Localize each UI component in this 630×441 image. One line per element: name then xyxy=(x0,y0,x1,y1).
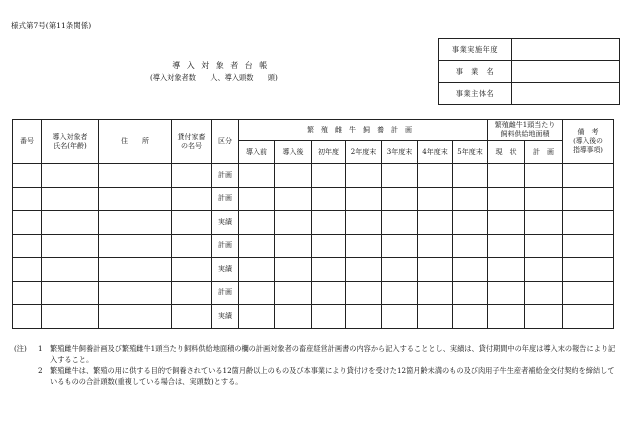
table-cell[interactable] xyxy=(312,211,346,235)
table-cell[interactable] xyxy=(172,258,212,282)
header-name-line1: 導入対象者 xyxy=(52,132,88,141)
header-plan-before: 導入前 xyxy=(239,141,275,164)
table-cell[interactable] xyxy=(382,305,418,329)
header-plan-year2: 2年度末 xyxy=(346,141,382,164)
header-plan-year1: 初年度 xyxy=(312,141,346,164)
table-row xyxy=(13,234,614,258)
table-cell[interactable] xyxy=(13,187,42,211)
table-cell[interactable] xyxy=(13,211,42,235)
table-cell[interactable] xyxy=(563,234,614,258)
table-cell[interactable] xyxy=(418,305,453,329)
table-cell[interactable] xyxy=(239,281,275,305)
header-category: 区分 xyxy=(212,120,239,164)
table-cell[interactable] xyxy=(488,258,525,282)
table-cell[interactable] xyxy=(563,281,614,305)
header-feed-area xyxy=(488,120,563,141)
info-value-fiscal-year[interactable] xyxy=(512,39,620,61)
table-cell[interactable] xyxy=(453,211,488,235)
table-cell[interactable] xyxy=(42,234,99,258)
table-cell[interactable] xyxy=(382,187,418,211)
table-row xyxy=(13,164,614,188)
table-cell[interactable] xyxy=(42,211,99,235)
table-cell[interactable] xyxy=(418,234,453,258)
table-cell[interactable] xyxy=(346,281,382,305)
table-cell[interactable] xyxy=(382,164,418,188)
table-cell[interactable] xyxy=(99,281,172,305)
table-cell[interactable] xyxy=(525,187,563,211)
table-cell[interactable] xyxy=(239,164,275,188)
table-cell[interactable] xyxy=(453,234,488,258)
header-feed-area-line1: 繁殖雌牛1頭当たり xyxy=(494,121,556,130)
table-cell[interactable] xyxy=(275,234,312,258)
table-cell[interactable] xyxy=(488,305,525,329)
table-cell[interactable] xyxy=(312,258,346,282)
note-number-1: 1 xyxy=(38,344,43,353)
row-category: 実績 xyxy=(212,258,239,282)
table-cell[interactable] xyxy=(172,211,212,235)
table-cell[interactable] xyxy=(346,258,382,282)
table-cell[interactable] xyxy=(13,164,42,188)
table-cell[interactable] xyxy=(525,281,563,305)
note-item-2 xyxy=(14,365,620,387)
note-text-2: 繁殖雌牛は、繁殖の用に供する目的で飼養されている12箇月齢以上のもの及び本事業により貸付けを受けた12箇月齢未満のもの及び肉用子牛生産者補給金交付契約を締結しているものの合計頭数(重複している場合は、実頭数)とする。 xyxy=(50,366,615,387)
table-cell[interactable] xyxy=(418,258,453,282)
table-cell[interactable] xyxy=(312,305,346,329)
table-cell[interactable] xyxy=(488,187,525,211)
table-cell[interactable] xyxy=(346,234,382,258)
table-cell[interactable] xyxy=(382,234,418,258)
notes-label-spacer xyxy=(14,365,38,387)
row-category: 計画 xyxy=(212,187,239,211)
table-cell[interactable] xyxy=(42,281,99,305)
table-cell[interactable] xyxy=(382,211,418,235)
header-lender-line2: の名号 xyxy=(181,141,202,150)
table-cell[interactable] xyxy=(453,258,488,282)
note-text-1: 繁殖雌牛飼養計画及び繁殖雌牛1頭当たり飼料供給地面積の欄の計画対象者の畜産経営計画書の内容から記入することとし、実績は、貸付期間中の年度は導入末の報告により記入すること。 xyxy=(50,344,616,365)
table-cell[interactable] xyxy=(239,258,275,282)
header-remarks-note-line2: 指導事項) xyxy=(573,145,603,154)
header-feed-current: 現 状 xyxy=(488,141,525,164)
note-number-2: 2 xyxy=(38,366,43,376)
table-row xyxy=(13,258,614,282)
table-cell[interactable] xyxy=(239,234,275,258)
table-cell[interactable] xyxy=(488,234,525,258)
table-cell[interactable] xyxy=(99,305,172,329)
table-cell[interactable] xyxy=(172,164,212,188)
form-number: 様式第7号(第11条関係) xyxy=(11,21,92,30)
row-category: 計画 xyxy=(212,164,239,188)
table-cell[interactable] xyxy=(239,211,275,235)
table-cell[interactable] xyxy=(453,164,488,188)
table-cell[interactable] xyxy=(488,164,525,188)
table-cell[interactable] xyxy=(239,187,275,211)
table-cell[interactable] xyxy=(172,305,212,329)
data-rows xyxy=(13,164,614,329)
table-cell[interactable] xyxy=(42,187,99,211)
info-label-project-name: 事 業 名 xyxy=(439,61,512,83)
header-lender xyxy=(172,120,212,164)
table-cell[interactable] xyxy=(275,211,312,235)
table-cell[interactable] xyxy=(275,281,312,305)
table-cell[interactable] xyxy=(382,258,418,282)
table-cell[interactable] xyxy=(99,234,172,258)
page-title: 導入対象者台帳 xyxy=(172,61,274,70)
table-cell[interactable] xyxy=(525,211,563,235)
table-cell[interactable] xyxy=(172,281,212,305)
table-cell[interactable] xyxy=(418,187,453,211)
table-cell[interactable] xyxy=(42,258,99,282)
table-cell[interactable] xyxy=(275,305,312,329)
table-cell[interactable] xyxy=(418,164,453,188)
header-plan-year5: 5年度末 xyxy=(453,141,488,164)
info-value-operator-name[interactable] xyxy=(512,83,620,105)
note-item-1 xyxy=(14,343,620,365)
table-cell[interactable] xyxy=(312,281,346,305)
table-cell[interactable] xyxy=(525,164,563,188)
header-remarks-note-line1: (導入後の xyxy=(573,137,603,146)
table-cell[interactable] xyxy=(99,187,172,211)
page-subtitle: (導入対象者数 人、導入頭数 頭) xyxy=(150,73,278,82)
notes-label: (注) xyxy=(14,344,27,353)
table-cell[interactable] xyxy=(312,234,346,258)
table-cell[interactable] xyxy=(312,164,346,188)
info-box xyxy=(438,38,620,105)
header-feed-area-line2: 飼料供給地面積 xyxy=(500,130,550,138)
table-cell[interactable] xyxy=(525,258,563,282)
header-remarks xyxy=(563,120,614,164)
table-cell[interactable] xyxy=(99,164,172,188)
table-cell[interactable] xyxy=(418,281,453,305)
table-cell[interactable] xyxy=(42,164,99,188)
header-plan-year4: 4年度末 xyxy=(418,141,453,164)
table-cell[interactable] xyxy=(346,211,382,235)
table-cell[interactable] xyxy=(453,187,488,211)
info-label-operator-name: 事業主体名 xyxy=(439,83,512,105)
table-row xyxy=(13,281,614,305)
table-cell[interactable] xyxy=(563,164,614,188)
info-value-project-name[interactable] xyxy=(512,61,620,83)
header-name xyxy=(42,120,99,164)
ledger-table xyxy=(12,119,614,329)
table-cell[interactable] xyxy=(453,281,488,305)
header-remarks-title: 備 考 xyxy=(577,128,599,137)
header-plan-year3: 3年度末 xyxy=(382,141,418,164)
table-cell[interactable] xyxy=(563,187,614,211)
table-cell[interactable] xyxy=(488,281,525,305)
table-cell[interactable] xyxy=(563,211,614,235)
table-cell[interactable] xyxy=(172,187,212,211)
table-cell[interactable] xyxy=(488,211,525,235)
row-category: 実績 xyxy=(212,305,239,329)
header-feed-plan: 計 画 xyxy=(525,141,563,164)
table-cell[interactable] xyxy=(525,234,563,258)
table-cell[interactable] xyxy=(13,258,42,282)
table-cell[interactable] xyxy=(418,211,453,235)
table-cell[interactable] xyxy=(525,305,563,329)
header-number: 番号 xyxy=(13,120,42,164)
table-row xyxy=(13,187,614,211)
table-cell[interactable] xyxy=(346,187,382,211)
table-cell[interactable] xyxy=(275,187,312,211)
table-cell[interactable] xyxy=(13,281,42,305)
table-row xyxy=(13,211,614,235)
table-row xyxy=(13,305,614,329)
notes xyxy=(14,343,620,388)
info-label-fiscal-year: 事業実施年度 xyxy=(439,39,512,61)
header-name-line2: 氏名(年齢) xyxy=(53,141,87,150)
header-plan-after: 導入後 xyxy=(275,141,312,164)
header-lender-line1: 貸付家畜 xyxy=(177,132,206,141)
row-category: 実績 xyxy=(212,211,239,235)
table-cell[interactable] xyxy=(239,305,275,329)
table-cell[interactable] xyxy=(172,234,212,258)
table-cell[interactable] xyxy=(13,305,42,329)
table-cell[interactable] xyxy=(275,164,312,188)
header-breeding-plan: 繁殖雌牛飼養計画 xyxy=(239,120,488,141)
table-cell[interactable] xyxy=(382,281,418,305)
table-cell[interactable] xyxy=(346,305,382,329)
header-address: 住 所 xyxy=(99,120,172,164)
table-cell[interactable] xyxy=(99,211,172,235)
table-cell[interactable] xyxy=(13,234,42,258)
table-cell[interactable] xyxy=(99,258,172,282)
table-cell[interactable] xyxy=(42,305,99,329)
table-cell[interactable] xyxy=(312,187,346,211)
table-cell[interactable] xyxy=(453,305,488,329)
table-cell[interactable] xyxy=(275,258,312,282)
table-cell[interactable] xyxy=(563,258,614,282)
row-category: 計画 xyxy=(212,281,239,305)
row-category: 計画 xyxy=(212,234,239,258)
table-cell[interactable] xyxy=(563,305,614,329)
table-cell[interactable] xyxy=(346,164,382,188)
